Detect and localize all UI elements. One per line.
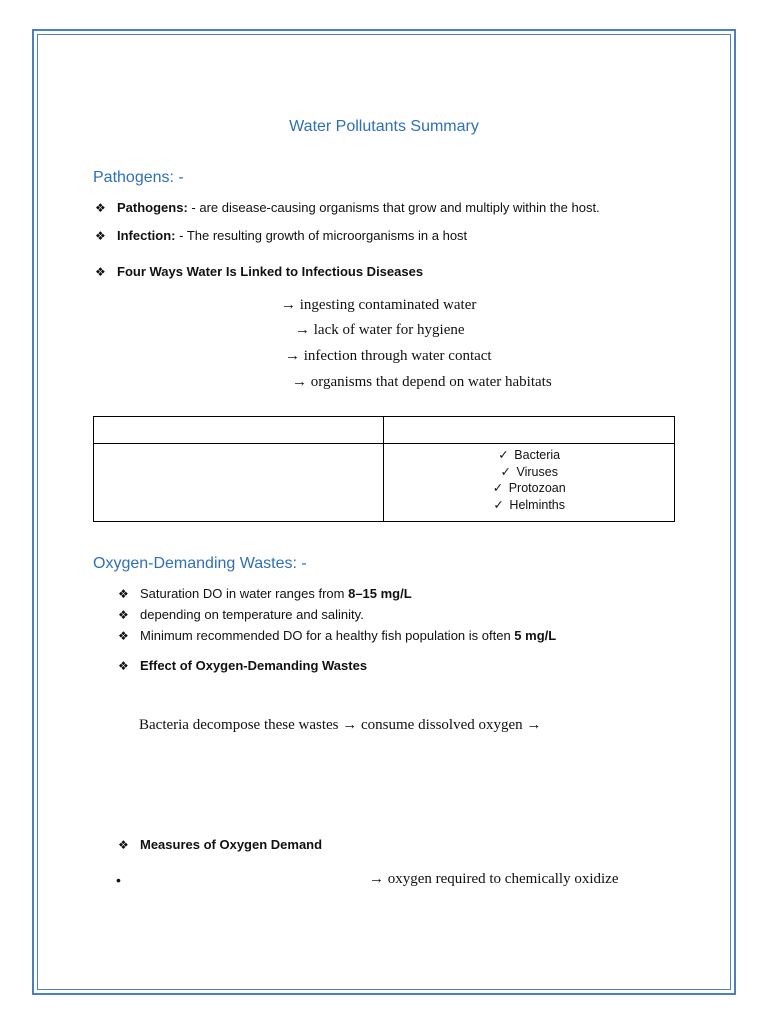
table-cell-left <box>94 444 384 522</box>
diamond-bullet-icon: ❖ <box>118 608 129 622</box>
diamond-bullet-icon: ❖ <box>118 838 129 852</box>
diamond-bullet-icon: ❖ <box>95 229 106 243</box>
definition-term: Pathogens: <box>117 200 188 215</box>
list-item: ✓ Protozoan <box>492 481 566 495</box>
definition-pathogens <box>95 200 600 216</box>
measure-text: → oxygen required to chemically oxidize <box>369 871 619 887</box>
definition-term: Infection: <box>117 228 176 243</box>
effect-text: Bacteria decompose these wastes → consume dissolved oxygen → <box>139 717 542 733</box>
ways-heading: ❖ Four Ways Water Is Linked to Infectious Diseases <box>95 264 424 279</box>
table-header-row <box>94 417 675 444</box>
diamond-bullet-icon: ❖ <box>118 659 129 673</box>
document-title: Water Pollutants Summary <box>289 118 479 135</box>
measures-heading: ❖ Measures of Oxygen Demand <box>118 837 323 852</box>
way-item: → organisms that depend on water habitats <box>292 374 552 390</box>
oxygen-heading: Oxygen-Demanding Wastes: - <box>93 555 307 572</box>
pathogens-heading: Pathogens: - <box>93 169 184 186</box>
way-item: → lack of water for hygiene <box>295 322 465 338</box>
diamond-bullet-icon: ❖ <box>118 629 129 643</box>
table-cell-organisms <box>384 444 675 522</box>
check-icon: ✓ <box>492 481 504 495</box>
diamond-bullet-icon: ❖ <box>95 201 106 215</box>
definition-text: - are disease-causing organisms that grow and multiply within the host. <box>187 200 600 215</box>
check-icon: ✓ <box>493 497 504 512</box>
organism-checklist <box>384 447 674 513</box>
diamond-bullet-icon: ❖ <box>95 265 106 279</box>
table-header-left <box>94 417 384 444</box>
table-header-right <box>384 417 675 444</box>
oxygen-point: ❖ Saturation DO in water ranges from 8–15 mg/L <box>118 586 412 601</box>
check-icon: ✓ <box>498 448 509 462</box>
table-row <box>94 444 675 522</box>
definition-infection <box>95 228 467 244</box>
way-item: → ingesting contaminated water <box>281 297 477 313</box>
oxygen-point: ❖ depending on temperature and salinity. <box>118 607 364 622</box>
check-icon: ✓ <box>500 464 511 479</box>
list-item: ✓ Viruses <box>500 464 558 479</box>
effect-heading: ❖ Effect of Oxygen-Demanding Wastes <box>118 658 368 673</box>
oxygen-point: ❖ Minimum recommended DO for a healthy fish population is often 5 mg/L <box>118 628 557 643</box>
list-item: ✓ Bacteria <box>498 448 561 462</box>
definition-text: - The resulting growth of microorganisms in a host <box>175 228 468 243</box>
pathogen-types-table <box>93 416 675 522</box>
diamond-bullet-icon: ❖ <box>118 587 129 601</box>
list-item: ✓ Helminths <box>493 497 565 512</box>
way-item: → infection through water contact <box>285 348 492 364</box>
measure-bullet-icon: • <box>116 872 121 888</box>
